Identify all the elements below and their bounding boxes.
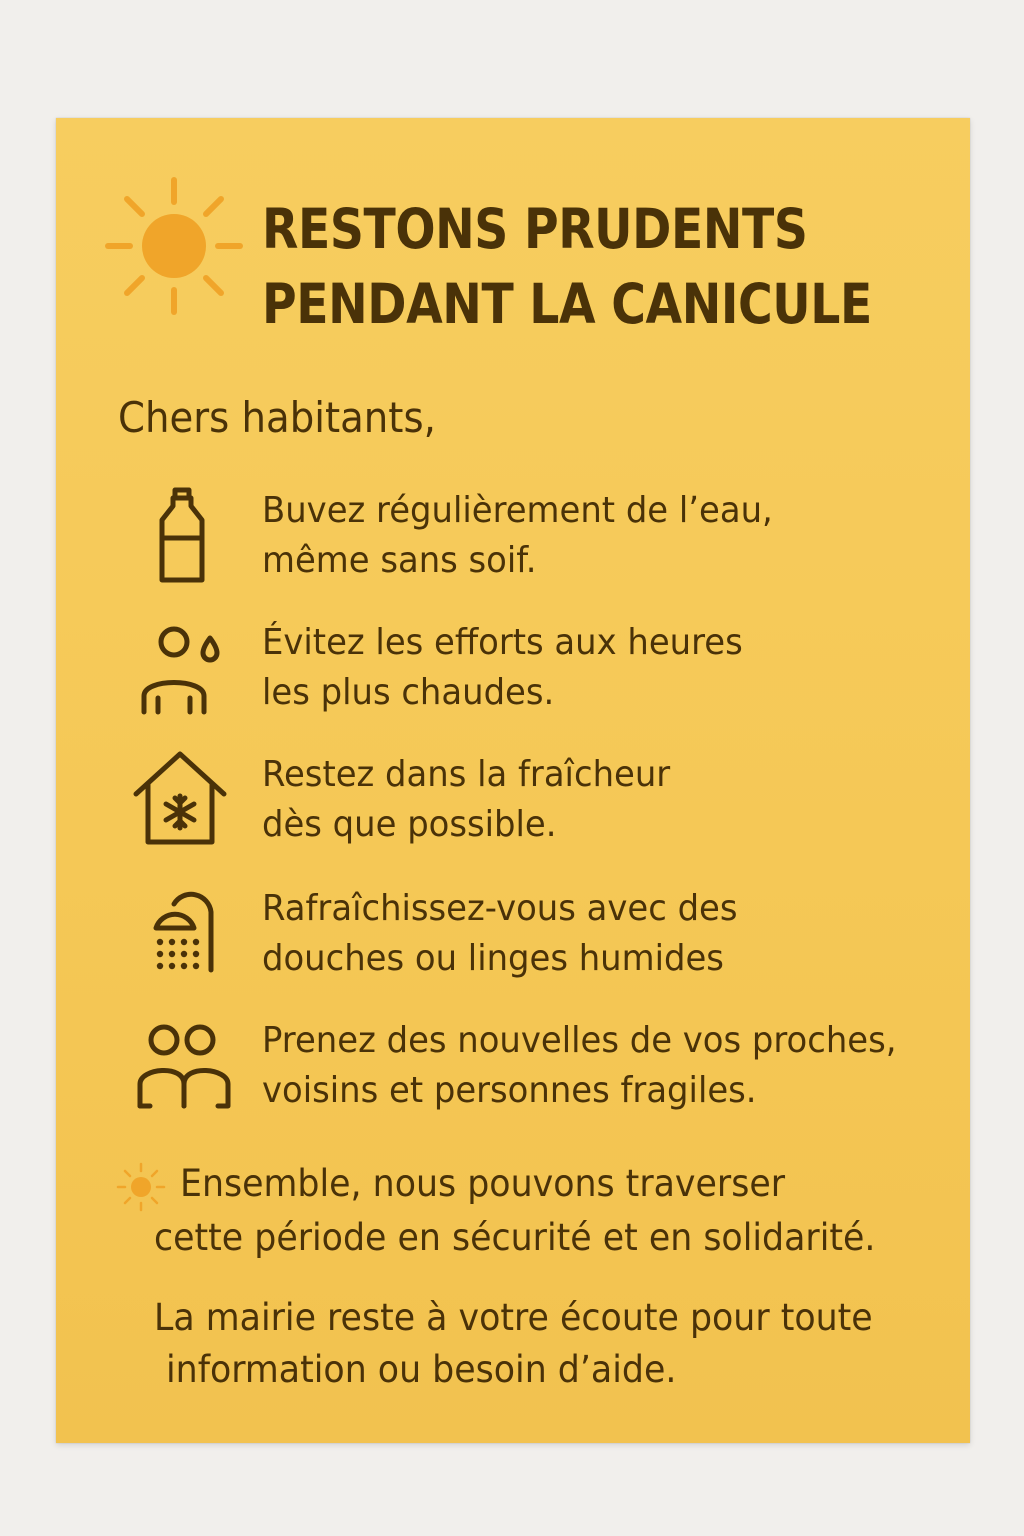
water-bottle-icon [132,484,232,584]
two-people-icon [134,1018,234,1118]
greeting: Chers habitants, [118,393,436,442]
house-snowflake-icon [130,748,230,848]
title-line-2: PENDANT LA CANICULE [262,272,872,336]
tip-refresh: Rafraîchissez-vous avec des douches ou linges humides [262,888,738,979]
title-line-1: RESTONS PRUDENTS [262,197,808,261]
closing-line-3: La mairie reste à votre écoute pour toute [154,1296,873,1339]
tip-check-neighbors: Prenez des nouvelles de vos proches, voisins et personnes fragiles. [262,1020,897,1111]
sun-icon [104,176,244,316]
closing-line-2: cette période en sécurité et en solidarité. [154,1216,876,1259]
tip-stay-cool: Restez dans la fraîcheur dès que possible. [262,754,671,845]
tip-avoid-effort: Évitez les efforts aux heures les plus chaudes. [262,622,743,713]
small-sun-icon [116,1162,166,1212]
sweating-person-icon [132,620,232,720]
poster-title [262,192,872,342]
closing-line-1: Ensemble, nous pouvons traverser [180,1162,786,1205]
closing-line-4: information ou besoin d’aide. [166,1348,677,1391]
tip-hydrate: Buvez régulièrement de l’eau, même sans soif. [262,490,773,581]
shower-icon [136,882,236,982]
